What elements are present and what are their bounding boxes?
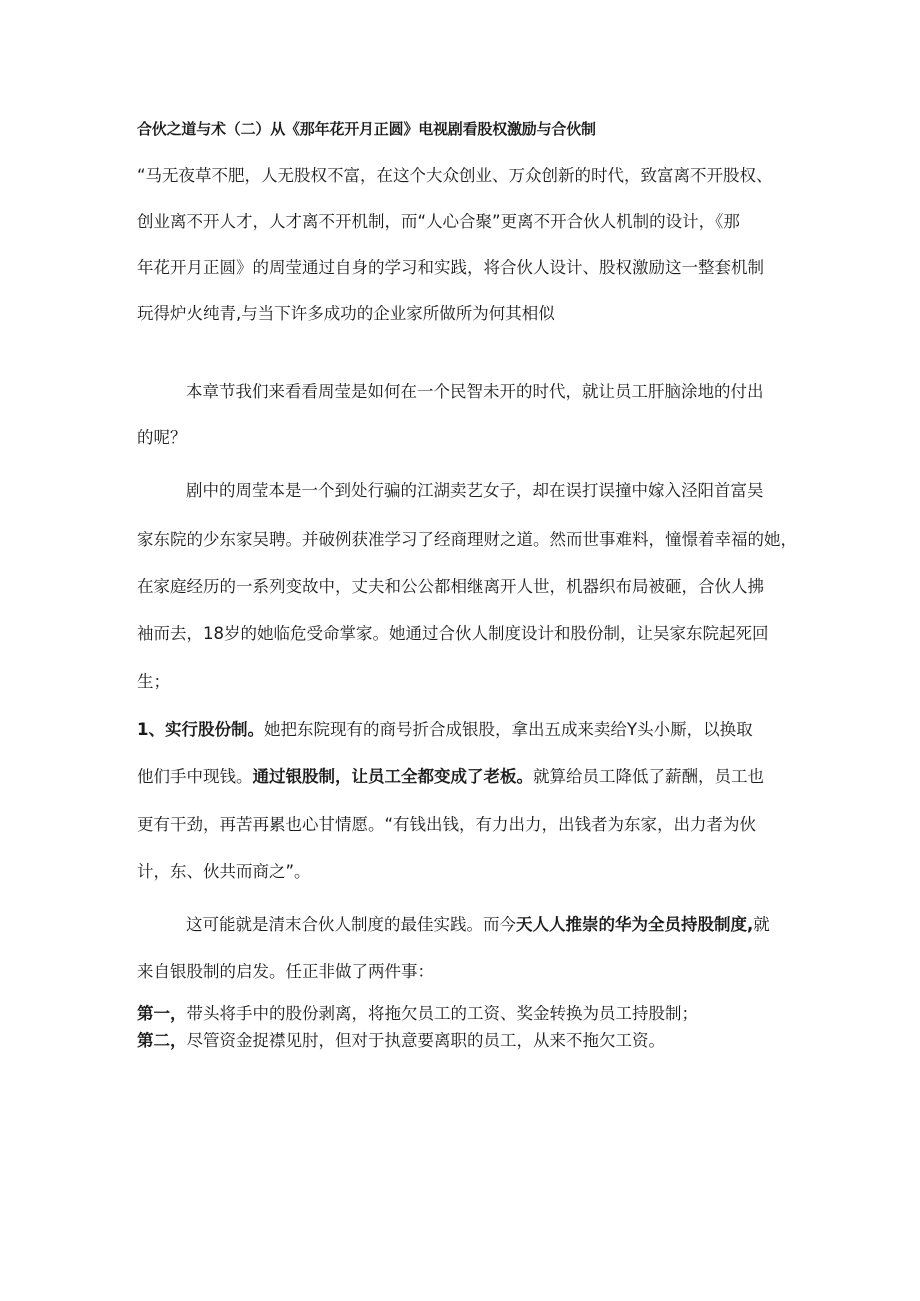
paragraph-3-line-2-post: 就算给员工降低了薪酬，员工也 — [533, 767, 764, 786]
document-title: 合伙之道与术（二）从《那年花开月正圆》电视剧看股权激励与合伙制 — [137, 120, 596, 138]
paragraph-3-line-4: 计，东、伙共而商之”。 — [137, 862, 311, 881]
paragraph-3-line-1 — [137, 720, 753, 740]
huawei-highlight: 天人人推崇的华为全员持股制度, — [516, 915, 754, 934]
paragraph-4-line-1 — [186, 915, 770, 935]
list-item-text: 带头将手中的股份剥离，将拖欠员工的工资、奖金转换为员工持股制； — [186, 1004, 698, 1023]
list-item-label: 第一， — [137, 1004, 187, 1023]
paragraph-3-line-3: 更有干劲，再苦再累也心甘情愿。“有钱出钱，有力出力，出钱者为东家，出力者为伙 — [137, 815, 757, 834]
silver-share-highlight: 通过银股制，让员工全都变成了老板。 — [252, 767, 533, 786]
paragraph-3-line-2-pre: 他们手中现钱。 — [137, 767, 253, 786]
paragraph-3-line-2 — [137, 767, 764, 787]
paragraph-4-line-2: 来自银股制的启发。任正非做了两件事： — [137, 962, 434, 981]
list-item-label: 第二， — [137, 1031, 187, 1050]
list-item — [137, 1031, 665, 1051]
paragraph-2-line-4: 袖而去，18岁的她临危受命掌家。她通过合伙人制度设计和股份制，让吴家东院起死回 — [137, 624, 769, 643]
paragraph-4-line-1-pre: 这可能就是清末合伙人制度的最佳实践。而今 — [186, 915, 516, 934]
intro-line-1: “马无夜草不肥，人无股权不富，在这个大众创业、万众创新的时代，致富离不开股权、 — [137, 166, 773, 185]
paragraph-1-line-2: 的呢？ — [137, 428, 187, 447]
paragraph-2-line-1: 剧中的周莹本是一个到处行骗的江湖卖艺女子，却在误打误撞中嫁入泾阳首富吴 — [186, 481, 764, 500]
intro-line-4: 玩得炉火纯青,与当下许多成功的企业家所做所为何其相似 — [137, 304, 555, 323]
paragraph-4-line-1-post: 就 — [753, 915, 770, 934]
list-item — [137, 1004, 698, 1024]
paragraph-2-line-2: 家东院的少东家吴聘。并破例获准学习了经商理财之道。然而世事难料，憧憬着幸福的她， — [137, 530, 797, 549]
paragraph-1-line-1: 本章节我们来看看周莹是如何在一个民智未开的时代，就让员工肝脑涂地的付出 — [186, 382, 764, 401]
shareholding-heading: 1、实行股份制。 — [137, 720, 264, 739]
list-item-text: 尽管资金捉襟见肘，但对于执意要离职的员工，从来不拖欠工资。 — [186, 1031, 665, 1050]
paragraph-2-line-5: 生； — [137, 672, 170, 691]
paragraph-2-line-3: 在家庭经历的一系列变故中，丈夫和公公都相继离开人世，机器织布局被砸，合伙人拂 — [137, 577, 764, 596]
intro-line-3: 年花开月正圆》的周莹通过自身的学习和实践，将合伙人设计、股权激励这一整套机制 — [137, 258, 764, 277]
paragraph-3-line-1-text: 她把东院现有的商号折合成银股，拿出五成来卖给Y头小厮，以换取 — [263, 720, 753, 739]
intro-line-2: 创业离不开人才，人才离不开机制，而“人心合聚”更离不开合伙人机制的设计，《那 — [137, 212, 740, 231]
